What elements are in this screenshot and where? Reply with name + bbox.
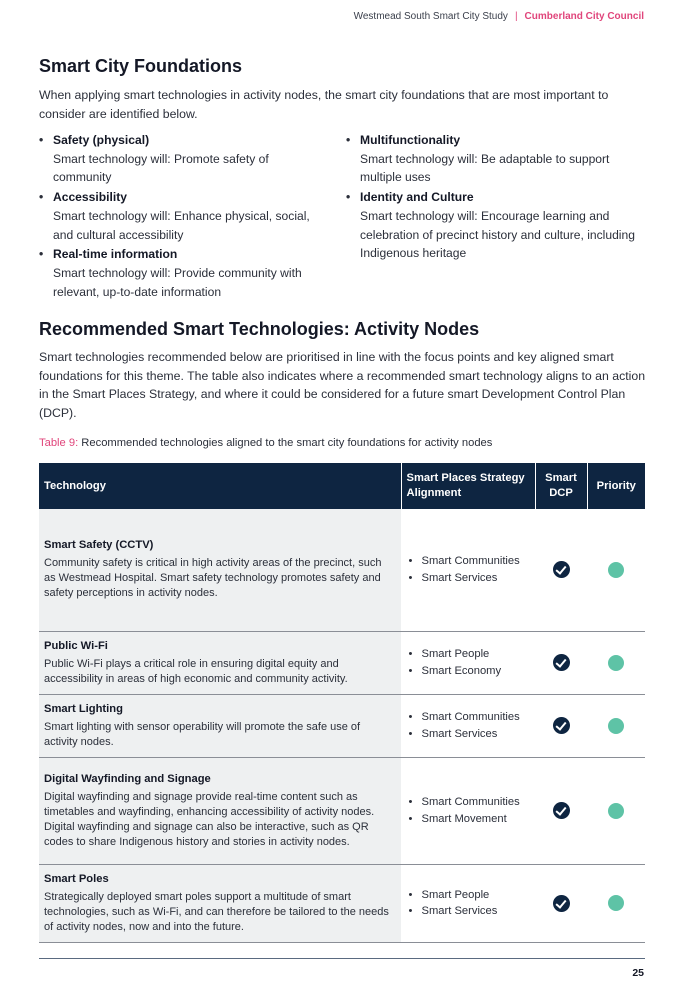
- technology-cell: [39, 757, 401, 864]
- priority-cell: [587, 864, 645, 942]
- priority-cell: [587, 509, 645, 631]
- technology-description: Digital wayfinding and signage provide real-time content such as timetables and wayfinding, enhancing accessibility of activity nodes. Digital wayfinding and signage can also be interactive, such as QR codes to share Indigenous history and stories in activity nodes.: [44, 790, 375, 848]
- check-circle-icon: [553, 717, 570, 734]
- bullet-icon: •: [39, 190, 44, 205]
- header-technology: Technology: [39, 463, 401, 509]
- foundations-heading: Smart City Foundations: [39, 56, 243, 76]
- dcp-cell: [535, 509, 587, 631]
- alignment-item: [409, 887, 536, 904]
- alignment-cell: [401, 694, 535, 757]
- bullet-icon: •: [39, 247, 44, 262]
- alignment-cell: [401, 509, 535, 631]
- foundation-title: Identity and Culture: [360, 190, 474, 205]
- alignment-cell: [401, 864, 535, 942]
- technology-name: Smart Lighting: [44, 702, 123, 715]
- alignment-item: [409, 646, 536, 663]
- alignment-text: Smart Economy: [421, 664, 502, 677]
- table-caption-label: Table 9:: [39, 437, 79, 449]
- priority-dot-icon: [608, 895, 624, 911]
- foundation-text: Smart technology will: Be adaptable to support multiple uses: [360, 151, 610, 185]
- technology-name: Public Wi-Fi: [44, 639, 108, 652]
- technology-description: Smart lighting with sensor operability will promote the safe use of activity nodes.: [44, 720, 361, 748]
- foundation-title: Accessibility: [53, 190, 127, 205]
- alignment-text: Smart People: [421, 888, 490, 901]
- check-circle-icon: [553, 654, 570, 671]
- dcp-cell: [535, 864, 587, 942]
- foundation-item: [39, 131, 329, 187]
- table-row: [39, 694, 645, 757]
- dcp-cell: [535, 631, 587, 694]
- table-row: [39, 864, 645, 942]
- priority-cell: [587, 694, 645, 757]
- dcp-cell: [535, 694, 587, 757]
- bullet-icon: •: [408, 664, 413, 677]
- header-priority: Priority: [587, 463, 645, 509]
- bullet-icon: •: [408, 571, 413, 584]
- table-header-row: [39, 463, 645, 509]
- technology-cell: [39, 509, 401, 631]
- technology-name: Digital Wayfinding and Signage: [44, 772, 211, 785]
- foundation-title: Real-time information: [53, 247, 178, 262]
- technology-name: Smart Poles: [44, 872, 109, 885]
- dcp-cell: [535, 757, 587, 864]
- foundation-item: [39, 188, 329, 244]
- technology-description: Strategically deployed smart poles support a multitude of smart technologies, such as Wi-Fi, and can therefore be tailored to the needs of activity nodes, now and into the future.: [44, 890, 389, 933]
- priority-dot-icon: [608, 803, 624, 819]
- foundation-text: Smart technology will: Encourage learning and celebration of precinct history and culture, including Indigenous heritage: [360, 208, 635, 261]
- foundations-right-list: [346, 131, 636, 264]
- alignment-item: [409, 794, 536, 811]
- foundations-left-list: [39, 131, 329, 302]
- bullet-icon: •: [408, 711, 413, 723]
- alignment-item: [409, 709, 536, 726]
- footer-divider: [39, 958, 645, 959]
- table-caption-text: Recommended technologies aligned to the smart city foundations for activity nodes: [81, 437, 493, 449]
- bullet-icon: •: [408, 796, 413, 808]
- foundation-text: Smart technology will: Provide community with relevant, up-to-date information: [53, 265, 302, 299]
- table-caption: [39, 437, 492, 449]
- alignment-cell: [401, 757, 535, 864]
- foundation-title: Multifunctionality: [360, 133, 461, 147]
- check-circle-icon: [553, 895, 570, 912]
- foundation-item: [346, 188, 636, 263]
- alignment-item: [409, 553, 536, 570]
- check-circle-icon: [553, 802, 570, 819]
- header-alignment: Smart Places Strategy Alignment: [401, 463, 535, 509]
- priority-cell: [587, 757, 645, 864]
- technology-cell: [39, 864, 401, 942]
- foundation-text: Smart technology will: Promote safety of community: [53, 151, 269, 185]
- bullet-icon: •: [408, 727, 413, 740]
- alignment-text: Smart Communities: [421, 796, 520, 808]
- alignment-item: [409, 663, 536, 680]
- alignment-item: [409, 903, 536, 920]
- header-dcp: Smart DCP: [535, 463, 587, 509]
- technology-name: Smart Safety (CCTV): [44, 539, 154, 552]
- alignment-text: Smart Communities: [421, 555, 520, 568]
- technology-cell: [39, 694, 401, 757]
- alignment-text: Smart Movement: [421, 812, 507, 825]
- priority-dot-icon: [608, 655, 624, 671]
- alignment-text: Smart Services: [421, 905, 498, 917]
- table-row: [39, 631, 645, 694]
- foundation-title: Safety (physical): [53, 133, 150, 147]
- council-name: Cumberland City Council: [524, 11, 644, 22]
- bullet-icon: •: [408, 888, 413, 901]
- alignment-text: Smart Services: [421, 571, 498, 584]
- bullet-icon: •: [408, 555, 413, 568]
- page-number: 25: [632, 967, 644, 979]
- foundation-item: [346, 131, 636, 187]
- foundations-intro: When applying smart technologies in activity nodes, the smart city foundations that are most important to consider are identified below.: [39, 88, 609, 121]
- alignment-text: Smart Services: [421, 727, 498, 740]
- technology-description: Community safety is critical in high activity areas of the precinct, such as Westmead Hospital. Smart safety technology promotes safety and safety perceptions in activity nodes.: [44, 557, 382, 600]
- table-row: [39, 509, 645, 631]
- check-circle-icon: [553, 561, 570, 578]
- table-row: [39, 757, 645, 864]
- study-title: Westmead South Smart City Study: [353, 11, 508, 22]
- recommended-heading: Recommended Smart Technologies: Activity Nodes: [39, 319, 480, 339]
- bullet-icon: •: [346, 190, 351, 205]
- bullet-icon: •: [408, 905, 413, 917]
- technology-table: [39, 463, 645, 943]
- technology-cell: [39, 631, 401, 694]
- alignment-text: Smart Communities: [421, 711, 520, 723]
- recommended-intro: Smart technologies recommended below are prioritised in line with the focus points and key aligned smart foundations for this theme. The table also indicates where a recommended smart technology aligns to an action in the Smart Places Strategy, and where it could be considered for a future smart Development Control Plan (DCP).: [39, 350, 646, 421]
- priority-cell: [587, 631, 645, 694]
- alignment-item: [409, 811, 536, 828]
- priority-dot-icon: [608, 718, 624, 734]
- foundation-text: Smart technology will: Enhance physical, social, and cultural accessibility: [53, 208, 310, 242]
- priority-dot-icon: [608, 562, 624, 578]
- header-separator: |: [514, 11, 518, 22]
- alignment-cell: [401, 631, 535, 694]
- bullet-icon: •: [408, 812, 413, 825]
- bullet-icon: •: [39, 133, 44, 147]
- bullet-icon: •: [346, 133, 351, 147]
- page-header: [354, 11, 644, 22]
- alignment-text: Smart People: [421, 648, 490, 660]
- alignment-item: [409, 726, 536, 743]
- bullet-icon: •: [408, 648, 413, 660]
- alignment-item: [409, 570, 536, 587]
- foundation-item: [39, 245, 329, 301]
- technology-description: Public Wi-Fi plays a critical role in ensuring digital equity and accessibility in areas of high economic and community activity.: [44, 657, 348, 685]
